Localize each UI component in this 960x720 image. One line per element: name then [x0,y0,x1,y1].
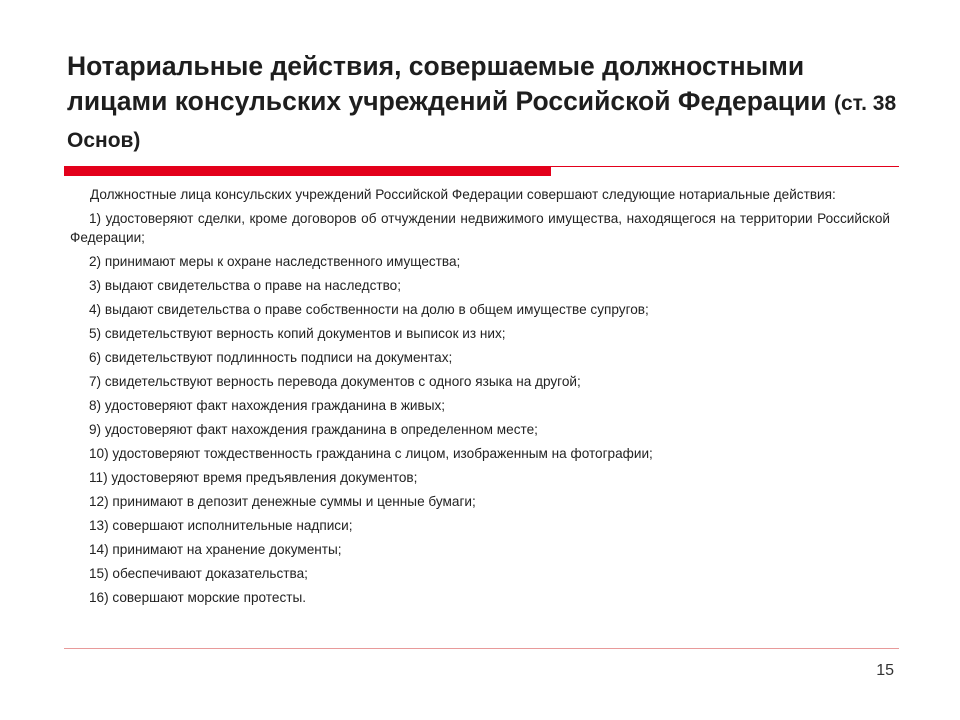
page-number: 15 [876,662,894,679]
slide-title [67,49,897,158]
list-item: 7) свидетельствуют верность перевода документов с одного языка на другой; [89,374,581,389]
list-item: 6) свидетельствуют подлинность подписи на документах; [89,350,453,365]
list-item: 4) выдают свидетельства о праве собственности на долю в общем имуществе супругов; [89,302,649,317]
list-item: 12) принимают в депозит денежные суммы и ценные бумаги; [89,494,476,509]
slide-title-main: Нотариальные действия, совершаемые должностными лицами консульских учреждений Российской Федерации [67,51,827,116]
title-divider-line [551,166,899,167]
slide-body [70,185,890,612]
list-item: 8) удостоверяют факт нахождения гражданина в живых; [89,398,446,413]
list-item: 11) удостоверяют время предъявления документов; [89,470,418,485]
list-item: 10) удостоверяют тождественность гражданина с лицом, изображенным на фотографии; [89,446,653,461]
intro-paragraph: Должностные лица консульских учреждений Российской Федерации совершают следующие нотариальные действия: [90,187,836,202]
list-item: 2) принимают меры к охране наследственного имущества; [89,254,461,269]
list-item: 3) выдают свидетельства о праве на наследство; [89,278,402,293]
list-item: 1) удостоверяют сделки, кроме договоров об отчуждении недвижимого имущества, находящегося на территории Российской Федерации; [70,211,890,245]
slide-title-reference: (ст. 38 Основ) [67,92,897,152]
list-item: 14) принимают на хранение документы; [89,542,342,557]
title-accent-bar [64,166,551,176]
list-item: 15) обеспечивают доказательства; [89,566,308,581]
list-item: 16) совершают морские протесты. [89,590,307,605]
list-item: 5) свидетельствуют верность копий документов и выписок из них; [89,326,506,341]
list-item: 13) совершают исполнительные надписи; [89,518,353,533]
footer-divider-line [64,648,899,649]
list-item: 9) удостоверяют факт нахождения гражданина в определенном месте; [89,422,538,437]
